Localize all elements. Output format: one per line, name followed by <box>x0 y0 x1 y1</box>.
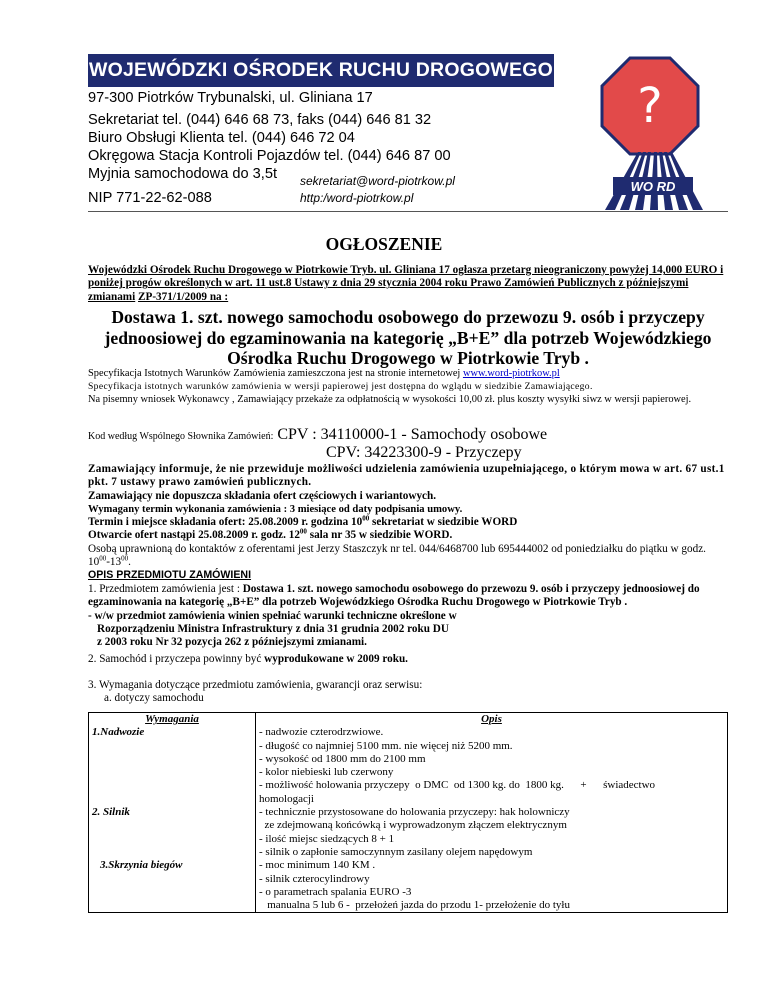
institution-banner: WOJEWÓDZKI OŚRODEK RUCHU DROGOWEGO <box>88 54 554 87</box>
opening-time: Otwarcie ofert nastąpi 25.08.2009 r. godz. $12^{00}$ sala nr 35 w siedzibie WORD. <box>88 527 453 542</box>
logo-question-mark: ? <box>637 78 663 134</box>
email-address: sekretariat@word-piotrkow.pl <box>300 174 455 188</box>
col-header-requirements: Wymagania <box>145 713 199 725</box>
phone-line-inspection-station: Okręgowa Stacja Kontroli Pojazdów tel. (044) 646 87 00 <box>88 148 451 164</box>
row-label-engine: 2. Silnik <box>92 805 130 818</box>
cpv-code-2: CPV: 34223300-9 - Przyczepy <box>326 444 522 461</box>
item-2: 2. Samochód i przyczepa powinny być wyprodukowane w 2009 roku. <box>88 653 408 665</box>
submission-deadline: Termin i miejsce składania ofert: 25.08.2009 r. godzina $10^{00}$ sekretariat w siedzibie WORD <box>88 514 518 529</box>
announcement-intro <box>88 264 728 304</box>
row-label-body: 1.Nadwozie <box>92 726 145 739</box>
announcement-heading: OGŁOSZENIE <box>325 234 443 254</box>
requirements-column <box>89 713 256 913</box>
description-column: Opis - nadwozie czterodrzwiowe. - długość co najmniej 5100 mm. nie więcej niż 5200 mm. - wysokość od 1800 mm do 2100 mm - kolor niebieski lub czerwony - możliwość holowania przyczepy o DMC od 1300 kg. do 1800 kg. + świadectwo homologacji - technicznie przystosowane do holowania przyczepy: hak holowniczy ze zdejmowaną końcówką i wyprowadzonym złączem elektrycznym - ilość miejsc siedzących 8 + 1 - silnik o zapłonie samoczynnym zasilany olejem napędowym - moc minimum 140 KM . - silnik czterocylindrowy - o parametrach spalania EURO -3 manualna 5 lub 6 - przełożeń jazda do przodu 1- przełożenie do tyłu <box>256 713 728 913</box>
address: 97-300 Piotrków Trybunalski, ul. Gliniana 17 <box>88 90 373 106</box>
spec-online: Specyfikacja Istotnych Warunków Zamówienia zamieszczona jest na stronie internetowej www.word-piotrkow.pl <box>88 368 560 379</box>
intro-reference: ZP-371/1/2009 na : <box>138 290 229 303</box>
tender-title: Dostawa 1. szt. nowego samochodu osobowego do przewozu 9. osób i przyczepy jednoosiowej do egzaminowania na kategorię „B+E” dla potrzeb Wojewódzkiego Ośrodka Ruchu Drogowego w Piotrkowie Tryb . <box>104 307 712 368</box>
contact-person: Osobą uprawnioną do kontaktów z oferentami jest Jerzy Staszczyk nr tel. 044/6468700 lub 695444002 od poniedziałku do piątku w godz. $10^{00}-13^{00}$. <box>88 542 706 569</box>
word-logo <box>575 52 730 212</box>
spec-paper: Specyfikacja istotnych warunków zamówienia w wersji papierowej jest dostępna do wglądu w siedzibie Zamawiającego. <box>88 380 593 392</box>
row-label-gearbox: 3.Skrzynia biegów <box>100 858 183 871</box>
table-row <box>89 713 728 913</box>
section-heading: OPIS PRZEDMIOTU ZAMÓWIENI <box>88 569 252 582</box>
spec-request: Na pisemny wniosek Wykonawcy , Zamawiający przekaże za odpłatnością w wysokości 10,00 zł. plus koszty wysyłki siwz w wersji papierowej. <box>88 393 692 405</box>
item-3: 3. Wymagania dotyczące przedmiotu zamówienia, gwarancji oraz serwisu: a. dotyczy samochodu <box>88 679 423 705</box>
conditions-block <box>88 463 728 583</box>
cpv-code-1: Kod według Wspólnego Słownika Zamówień: CPV : 34110000-1 - Samochody osobowe <box>88 426 548 443</box>
vehicle-requirements-table <box>88 712 728 913</box>
phone-line-client-office: Biuro Obsługi Klienta tel. (044) 646 72 04 <box>88 130 355 146</box>
spec-link[interactable]: www.word-piotrkow.pl <box>462 368 560 379</box>
intro-text: Wojewódzki Ośrodek Ruchu Drogowego w Piotrkowie Tryb. ul. Gliniana 17 ogłasza przetarg nieograniczony powyżej 14,000 EURO i poniżej progów określonych w art. 11 ust.8 Ustawy z dnia 29 stycznia 2004 roku Prawo Zamówień Publicznych z późniejszymi zmianami <box>88 264 724 303</box>
completion-deadline: Wymagany termin wykonania zamówienia : 3 miesiące od daty podpisania umowy. <box>88 503 463 515</box>
car-wash-line: Myjnia samochodowa do 3,5t <box>88 166 278 182</box>
item-1: 1. Przedmiotem zamówienia jest : Dostawa 1. szt. nowego samochodu osobowego do przewozu 9. osób i przyczepy jednoosiowej do egzaminowania na kategorię „B+E” dla potrzeb Wojewódzkiego Ośrodka Ruchu Drogowego w Piotrkowie Tryb . - w/w przedmiot zamówienia winien spełniać warunki techniczne określone w Rozporządzeniu Ministra Infrastruktury z dnia 31 grudnia 2002 roku DU z 2003 roku Nr 32 pozycja 262 z późniejszymi zmianami. <box>88 583 700 649</box>
website-address: http:/word-piotrkow.pl <box>300 191 414 205</box>
phone-line-secretariat: Sekretariat tel. (044) 646 68 73, faks (044) 646 81 32 <box>88 112 432 128</box>
no-partial-offers: Zamawiający nie dopuszcza składania ofert częściowych i wariantowych. <box>88 489 437 502</box>
header-divider <box>88 211 728 212</box>
col-header-description: Opis <box>481 713 502 725</box>
logo-word-text: WO RD <box>630 179 676 194</box>
spec-info <box>88 368 728 406</box>
nip-number: NIP 771-22-62-088 <box>88 190 212 206</box>
no-supplementary-orders: Zamawiający informuje, że nie przewiduje możliwości udzielenia zamówienia uzupełniającego, o którym mowa w art. 67 ust.1 pkt. 7 ustawy prawo zamówień publicznych. <box>88 463 725 489</box>
